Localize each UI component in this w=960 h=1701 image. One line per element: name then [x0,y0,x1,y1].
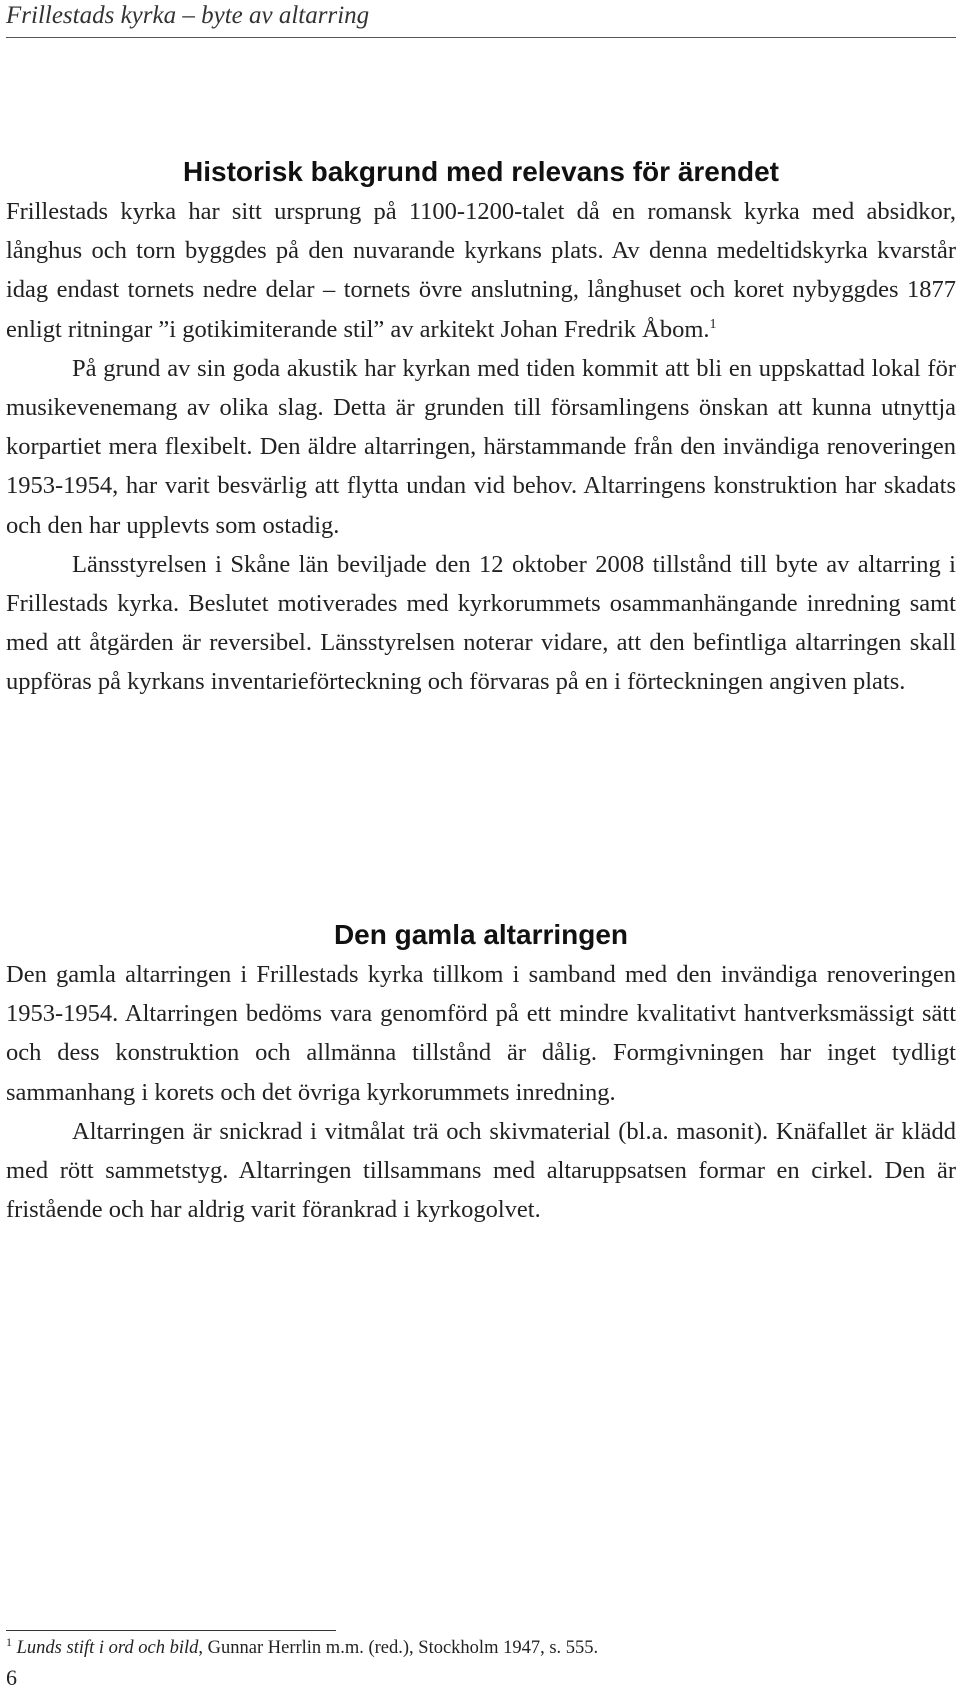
section-heading-old-altar-rail: Den gamla altarringen [333,919,629,950]
paragraph-origin [6,192,956,349]
section-heading-historical-background: Historisk bakgrund med relevans för ärendet [183,156,779,187]
footnote-source-details: , Gunnar Herrlin m.m. (red.), Stockholm 1947, s. 555. [198,1638,599,1658]
footnote-source-title: Lunds stift i ord och bild [16,1638,199,1658]
paragraph-permit: Länsstyrelsen i Skåne län beviljade den 12 oktober 2008 tillstånd till byte av altarring i Frillestads kyrka. Beslutet motiverades med kyrkorummets osammanhängande inredning samt med att åtgärden är reversibel. Länsstyrelsen noterar vidare, att den befintliga altarringen skall uppföras på kyrkans inventarieförteckning och förvaras på en i förteckningen angiven plats. [6,550,956,696]
section-historical-background [6,152,956,702]
paragraph-renovation: Den gamla altarringen i Frillestads kyrka tillkom i samband med den invändiga renoveringen 1953-1954. Altarringen bedöms vara genomförd på ett mindre kvalitativt hantverksmässigt sätt och dess konstruktion och allmänna tillstånd är dålig. Formgivningen har inget tydligt sammanhang i korets och det övriga kyrkorummets inredning. [6,961,956,1106]
paragraph-material: Altarringen är snickrad i vitmålat trä och skivmaterial (bl.a. masonit). Knäfallet är klädd med rött sammetstyg. Altarringen tillsammans med altaruppsatsen formar en cirkel. Den är fristående och har aldrig varit förankrad i kyrkogolvet. [6,1117,956,1224]
paragraph-acoustics: På grund av sin goda akustik har kyrkan med tiden kommit att bli en uppskattad lokal för musikevenemang av olika slag. Detta är grunden till församlingens önskan att kunna utnyttja korpartiet mera flexibelt. Den äldre altarringen, härstammande från den invändiga renoveringen 1953-1954, har varit besvärlig att flytta undan vid behov. Altarringens konstruktion har skadats och den har upplevts som ostadig. [6,354,956,539]
footnote-reference[interactable]: 1 [709,316,717,332]
paragraph-origin-text: Frillestads kyrka har sitt ursprung på 1100-1200-talet då en romansk kyrka med absidkor, långhus och torn byggdes på den nuvarande kyrkans plats. Av denna medeltidskyrka kvarstår idag endast tornets nedre delar – tornets övre anslutning, långhuset och koret nybyggdes 1877 enligt ritningar ”i gotikimiterande stil” av arkitekt Johan Fredrik Åbom. [6,198,956,343]
footnote-divider [6,1630,336,1631]
section-old-altar-rail [6,915,956,1229]
footnote-marker: 1 [6,1634,12,1649]
header-divider [6,37,956,38]
running-header: Frillestads kyrka – byte av altarring [6,2,370,29]
page-number: 6 [6,1665,17,1690]
footnote [6,1634,599,1659]
